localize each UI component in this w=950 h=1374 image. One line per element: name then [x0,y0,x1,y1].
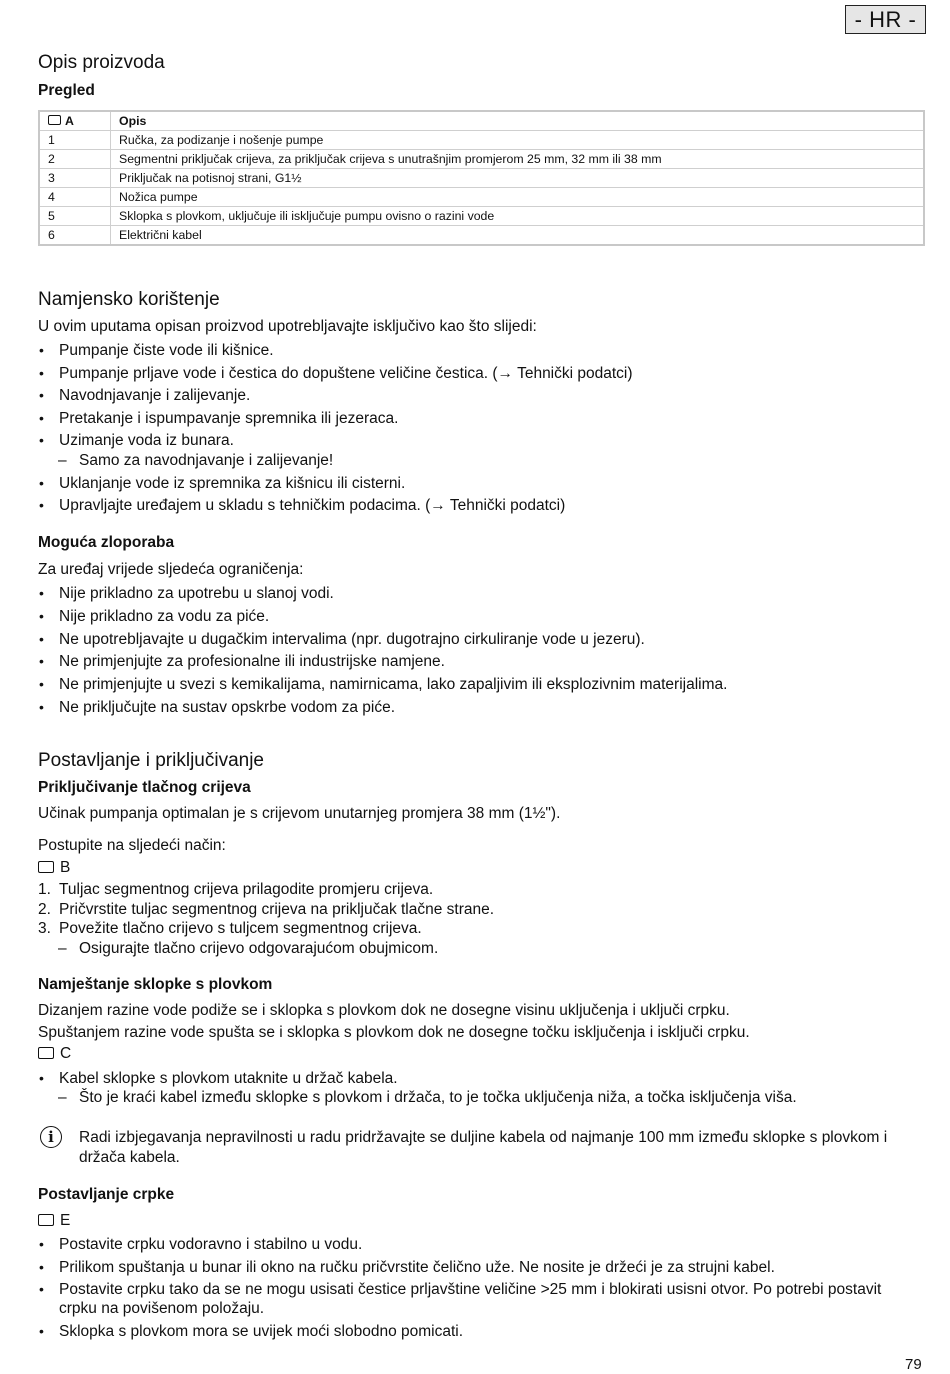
figure-ref-c: C [38,1045,71,1063]
table-cell-description: Sklopka s plovkom, uključuje ili isključuje pumpu ovisno o razini vode [111,206,923,225]
list-item: • Kabel sklopke s plovkom utaknite u držač kabela. [38,1069,924,1088]
list-item: • Ne primjenjujte u svezi s kemikalijama, namirnicama, lako zapaljivim ili eksplozivnim materijalima. [38,675,924,694]
list-item: • Prilikom spuštanja u bunar ili okno na ručku pričvrstite čelično uže. Ne nosite je držeći je za strujni kabel. [38,1258,924,1277]
pump-list [38,1235,924,1341]
section-title-product-description: Opis proizvoda [38,52,165,73]
subtitle-overview: Pregled [38,82,95,99]
table-cell-number: 4 [40,187,111,206]
table-header-description: Opis [119,114,147,128]
list-item: • Pretakanje i ispumpavanje spremnika ili jezeraca. [38,409,924,428]
table-header-figure: A [40,112,111,130]
page-number: 79 [905,1356,922,1373]
book-icon [38,1047,54,1059]
table-header-row [40,112,923,130]
list-item: • Pumpanje prljave vode i čestica do dopuštene veličine čestica. (→ Tehnički podatci) [38,364,924,383]
table-row [40,187,923,206]
info-note: Radi izbjegavanja nepravilnosti u radu pridržavajte se duljine kabela od najmanje 100 mm između sklopke s plovkom i držača kabela. [79,1129,888,1166]
book-icon [38,861,54,873]
subtitle-pump-placement: Postavljanje crpke [38,1186,175,1203]
list-item: • Postavite crpku vodoravno i stabilno u vodu. [38,1235,924,1254]
procedure-intro: Postupite na sljedeći način: [38,837,226,854]
list-item: • Nije prikladno za upotrebu u slanoj vodi. [38,584,924,603]
step-item: 1. Tuljac segmentnog crijeva prilagodite promjeru crijeva. [38,881,434,898]
list-item: • Pumpanje čiste vode ili kišnice. [38,341,924,360]
step-subitem: – Osigurajte tlačno crijevo odgovarajućom obujmicom. [38,939,924,958]
list-item: • Sklopka s plovkom mora se uvijek moći slobodno pomicati. [38,1322,924,1341]
intended-use-intro: U ovim uputama opisan proizvod upotrebljavajte isključivo kao što slijedi: [38,318,537,335]
table-cell-number: 6 [40,225,111,244]
table-row [40,130,923,149]
book-icon [48,115,61,125]
table-row [40,149,923,168]
float-text-2: Spuštanjem razine vode spušta se i sklopka s plovkom dok ne dosegne točku isključenja i isključi crpku. [38,1024,750,1041]
step-item: 2. Pričvrstite tuljac segmentnog crijeva na priključak tlačne strane. [38,900,495,918]
list-subitem: – Što je kraći kabel između sklopke s plovkom i držača, to je točka uključenja niža, a točka isključenja viša. [38,1088,924,1107]
section-title-setup: Postavljanje i priključivanje [38,750,264,771]
table-cell-description: Ručka, za podizanje i nošenje pumpe [111,130,923,149]
list-item: • Ne upotrebljavajte u dugačkim intervalima (npr. dugotrajno cirkuliranje vode u jezeru). [38,630,924,649]
list-item: • Postavite crpku tako da se ne mogu usisati čestice prljavštine veličine >25 mm i blokirati usisni otvor. Po potrebi postavit crpku na povišenom položaju. [38,1280,924,1318]
table-cell-number: 1 [40,130,111,149]
table-cell-number: 2 [40,149,111,168]
list-subitem: – Samo za navodnjavanje i zalijevanje! [38,451,924,470]
misuse-list [38,584,924,717]
figure-ref-e: E [38,1212,70,1230]
language-tag: - HR - [845,5,926,34]
table-row [40,225,923,244]
table-cell-description: Električni kabel [111,225,923,244]
table-cell-description: Segmentni priključak crijeva, za priključak crijeva s unutrašnjim promjerom 25 mm, 32 mm ili 38 mm [111,149,923,168]
intended-use-list [38,341,924,515]
table-cell-number: 3 [40,168,111,187]
step-item: 3. Povežite tlačno crijevo s tuljcem segmentnog crijeva. [38,920,422,937]
table-cell-description: Nožica pumpe [111,187,923,206]
book-icon [38,1214,54,1226]
table-row [40,168,923,187]
subtitle-hose-connection: Priključivanje tlačnog crijeva [38,779,251,796]
misuse-intro: Za uređaj vrijede sljedeća ograničenja: [38,561,304,578]
table-cell-number: 5 [40,206,111,225]
table-row [40,206,923,225]
float-text-1: Dizanjem razine vode podiže se i sklopka s plovkom dok ne dosegne visinu uključenja i uključi crpku. [38,1002,730,1019]
list-item: • Navodnjavanje i zalijevanje. [38,386,924,405]
section-title-intended-use: Namjensko korištenje [38,289,220,310]
list-item: • Uklanjanje vode iz spremnika za kišnicu ili cisterni. [38,474,924,493]
info-icon: i [40,1126,62,1148]
list-item: • Uzimanje voda iz bunara. [38,431,924,450]
subtitle-misuse: Moguća zloporaba [38,534,175,551]
float-list [38,1069,924,1107]
list-item: • Ne primjenjujte za profesionalne ili industrijske namjene. [38,652,924,671]
subtitle-float-switch: Namještanje sklopke s plovkom [38,976,273,993]
list-item: • Upravljajte uređajem u skladu s tehničkim podacima. (→ Tehnički podatci) [38,496,924,515]
figure-ref-b: B [38,859,70,877]
hose-text: Učinak pumpanja optimalan je s crijevom unutarnjeg promjera 38 mm (1½"). [38,805,561,822]
list-item: • Ne priključujte na sustav opskrbe vodom za piće. [38,698,924,717]
list-item: • Nije prikladno za vodu za piće. [38,607,924,626]
parts-table [38,110,925,246]
hose-steps-list [38,880,924,958]
table-cell-description: Priključak na potisnoj strani, G1½ [111,168,923,187]
